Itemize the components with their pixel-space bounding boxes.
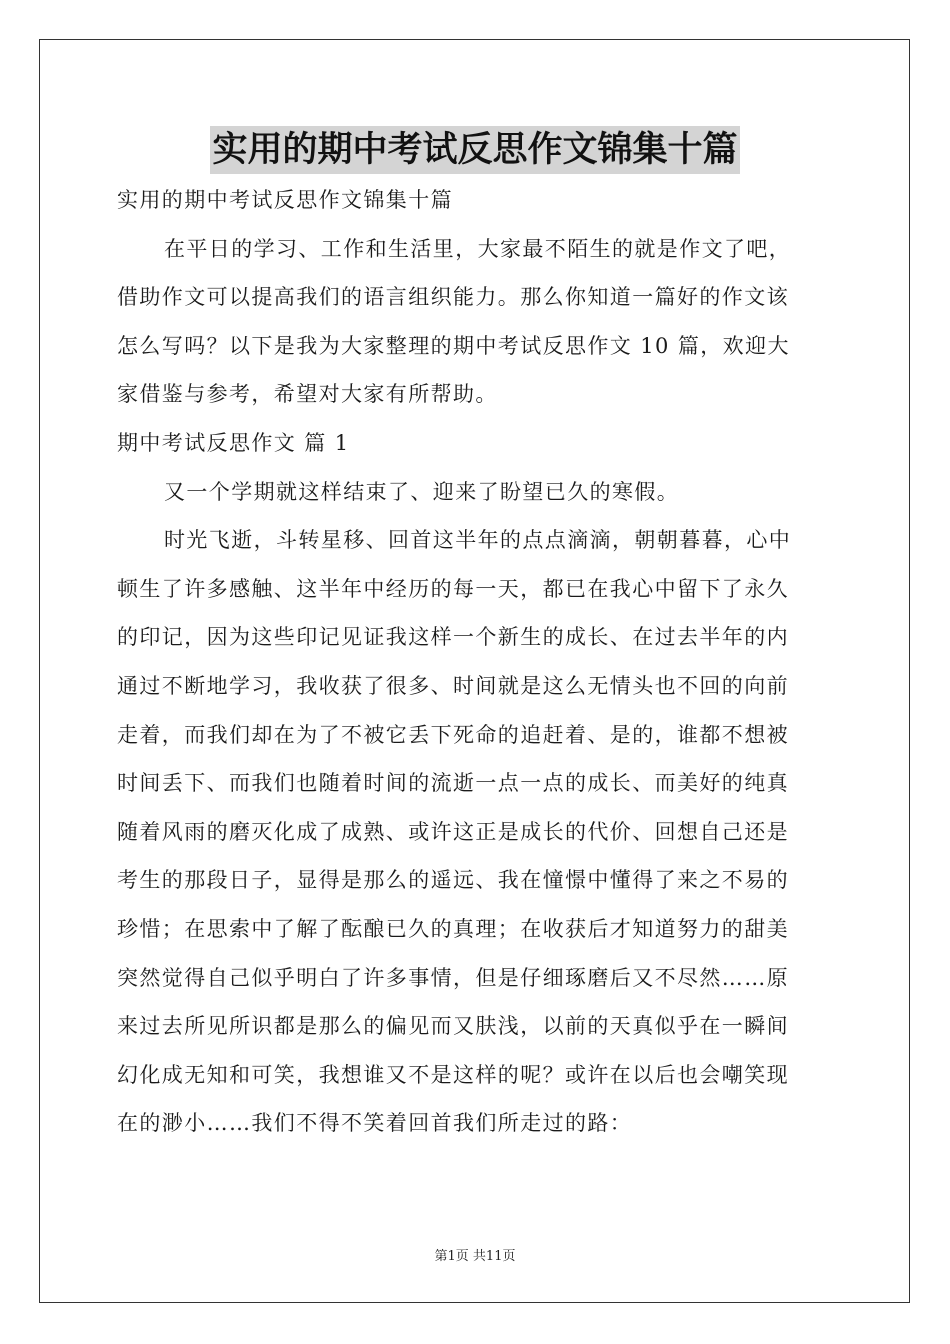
text-line: 在的渺小……我们不得不笑着回首我们所走过的路： [117,1111,633,1136]
text-line: 借助作文可以提高我们的语言组织能力。那么你知道一篇好的作文该 [117,285,789,310]
text-line: 在平日的学习、工作和生活里，大家最不陌生的就是作文了吧， [164,236,792,261]
text-line: 实用的期中考试反思作文锦集十篇 [117,188,453,212]
text-line: 期中考试反思作文 篇 1 [117,430,350,455]
page-footer [0,1247,950,1267]
text-line: 时光飞逝，斗转星移、回首这半年的点点滴滴，朝朝暮暮，心中 [164,528,792,553]
text-line: 时间丢下、而我们也随着时间的流逝一点一点的成长、而美好的纯真 [117,771,789,796]
text-line: 珍惜；在思索中了解了酝酿已久的真理；在收获后才知道努力的甜美 [117,916,789,941]
document-body [117,176,837,1148]
text-line: 通过不断地学习，我收获了很多、时间就是这么无情头也不回的向前 [117,673,789,698]
document-title: 实用的期中考试反思作文锦集十篇 [210,126,739,174]
text-line: 顿生了许多感触、这半年中经历的每一天，都已在我心中留下了永久 [117,576,789,601]
text-line: 随着风雨的磨灭化成了成熟、或许这正是成长的代价、回想自己还是 [117,819,789,844]
text-line: 考生的那段日子，显得是那么的遥远、我在憧憬中懂得了来之不易的 [117,868,789,893]
text-line: 突然觉得自己似乎明白了许多事情，但是仔细琢磨后又不尽然……原 [117,965,789,990]
text-line: 走着，而我们却在为了不被它丢下死命的追赶着、是的，谁都不想被 [117,722,789,747]
text-line: 怎么写吗？以下是我为大家整理的期中考试反思作文 10 篇，欢迎大 [117,333,790,358]
text-line: 来过去所见所识都是那么的偏见而又肤浅，以前的天真似乎在一瞬间 [117,1014,789,1039]
text-line: 的印记，因为这些印记见证我这样一个新生的成长、在过去半年的内 [117,625,789,650]
page-number: 第1页 共11页 [434,1249,516,1264]
text-line: 又一个学期就这样结束了、迎来了盼望已久的寒假。 [164,479,680,504]
title-container [0,126,950,174]
text-line: 幻化成无知和可笑，我想谁又不是这样的呢？或许在以后也会嘲笑现 [117,1062,789,1087]
text-line: 家借鉴与参考，希望对大家有所帮助。 [117,382,498,407]
